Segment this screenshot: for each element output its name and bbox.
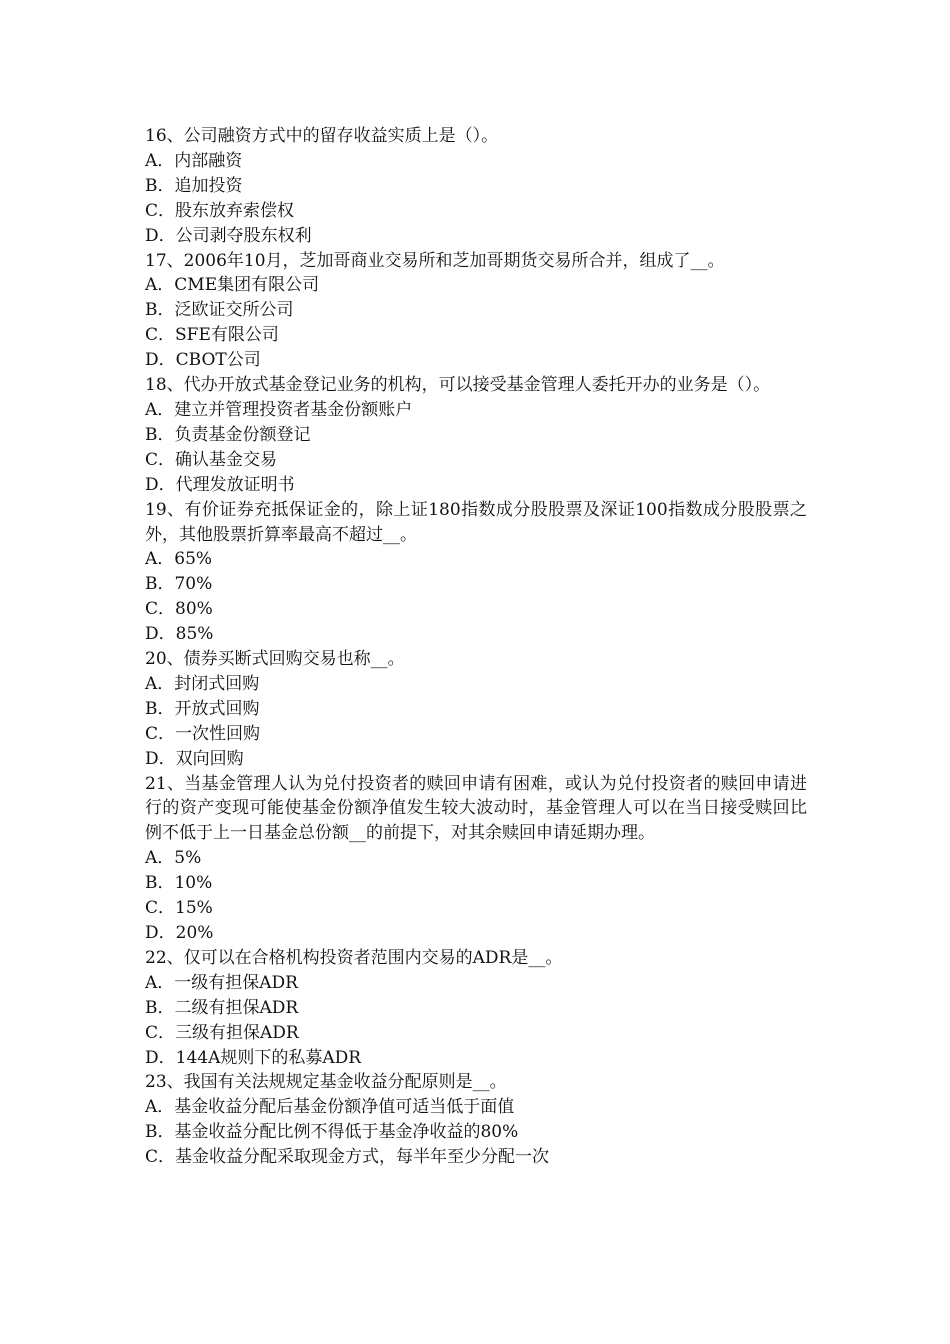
question-text: 22、仅可以在合格机构投资者范围内交易的ADR是__。 <box>145 947 563 968</box>
option-c: C．基金收益分配采取现金方式，每半年至少分配一次 <box>145 1147 550 1168</box>
option-c: C．股东放弃索偿权 <box>145 200 295 221</box>
option-d: D．公司剥夺股东权利 <box>145 225 312 246</box>
option-a: A．基金收益分配后基金份额净值可适当低于面值 <box>145 1097 515 1118</box>
question-text: 20、债券买断式回购交易也称__。 <box>145 649 405 670</box>
option-d: D．CBOT公司 <box>145 350 261 371</box>
option-a: A．CME集团有限公司 <box>145 275 320 296</box>
option-c: C．确认基金交易 <box>145 449 278 470</box>
question-23 <box>145 1070 807 1170</box>
option-d: D．双向回购 <box>145 748 244 769</box>
question-17 <box>145 249 807 374</box>
question-19 <box>145 498 807 647</box>
option-d: D．144A规则下的私募ADR <box>145 1047 362 1068</box>
option-c: C．三级有担保ADR <box>145 1022 299 1043</box>
option-c: C．80% <box>145 599 213 620</box>
question-text: 23、我国有关法规规定基金收益分配原则是__。 <box>145 1072 507 1093</box>
option-c: C．15% <box>145 898 213 919</box>
option-d: D．85% <box>145 624 214 645</box>
question-text: 18、代办开放式基金登记业务的机构，可以接受基金管理人委托开办的业务是（）。 <box>145 375 771 396</box>
option-a: A．内部融资 <box>145 150 243 171</box>
option-b: B．基金收益分配比例不得低于基金净收益的80% <box>145 1122 519 1143</box>
option-a: A．5% <box>145 848 202 869</box>
question-18 <box>145 373 807 498</box>
option-a: A．封闭式回购 <box>145 673 260 694</box>
option-b: B．二级有担保ADR <box>145 997 299 1018</box>
document-body <box>145 124 807 1170</box>
question-22 <box>145 946 807 1071</box>
question-20 <box>145 647 807 772</box>
option-b: B．泛欧证交所公司 <box>145 300 294 321</box>
question-16 <box>145 124 807 249</box>
option-b: B．70% <box>145 574 213 595</box>
option-b: B．负责基金份额登记 <box>145 424 311 445</box>
option-d: D．代理发放证明书 <box>145 474 295 495</box>
option-a: A．65% <box>145 549 213 570</box>
question-text: 17、2006年10月，芝加哥商业交易所和芝加哥期货交易所合并，组成了__。 <box>145 250 725 271</box>
question-text: 21、当基金管理人认为兑付投资者的赎回申请有困难，或认为兑付投资者的赎回申请进行的资产变现可能使基金份额净值发生较大波动时，基金管理人可以在当日接受赎回比例不低于上一日基金总份额__的前提下，对其余赎回申请延期办理。 <box>145 773 807 844</box>
option-c: C．SFE有限公司 <box>145 325 279 346</box>
option-b: B．追加投资 <box>145 175 243 196</box>
question-text: 16、公司融资方式中的留存收益实质上是（）。 <box>145 126 499 146</box>
option-a: A．一级有担保ADR <box>145 972 298 993</box>
option-a: A．建立并管理投资者基金份额账户 <box>145 399 413 420</box>
option-c: C．一次性回购 <box>145 723 261 744</box>
question-21 <box>145 772 807 946</box>
question-text: 19、有价证券充抵保证金的，除上证180指数成分股股票及深证100指数成分股股票之外，其他股票折算率最高不超过__。 <box>145 499 807 545</box>
option-b: B．10% <box>145 873 213 894</box>
option-b: B．开放式回购 <box>145 698 260 719</box>
option-d: D．20% <box>145 923 214 943</box>
